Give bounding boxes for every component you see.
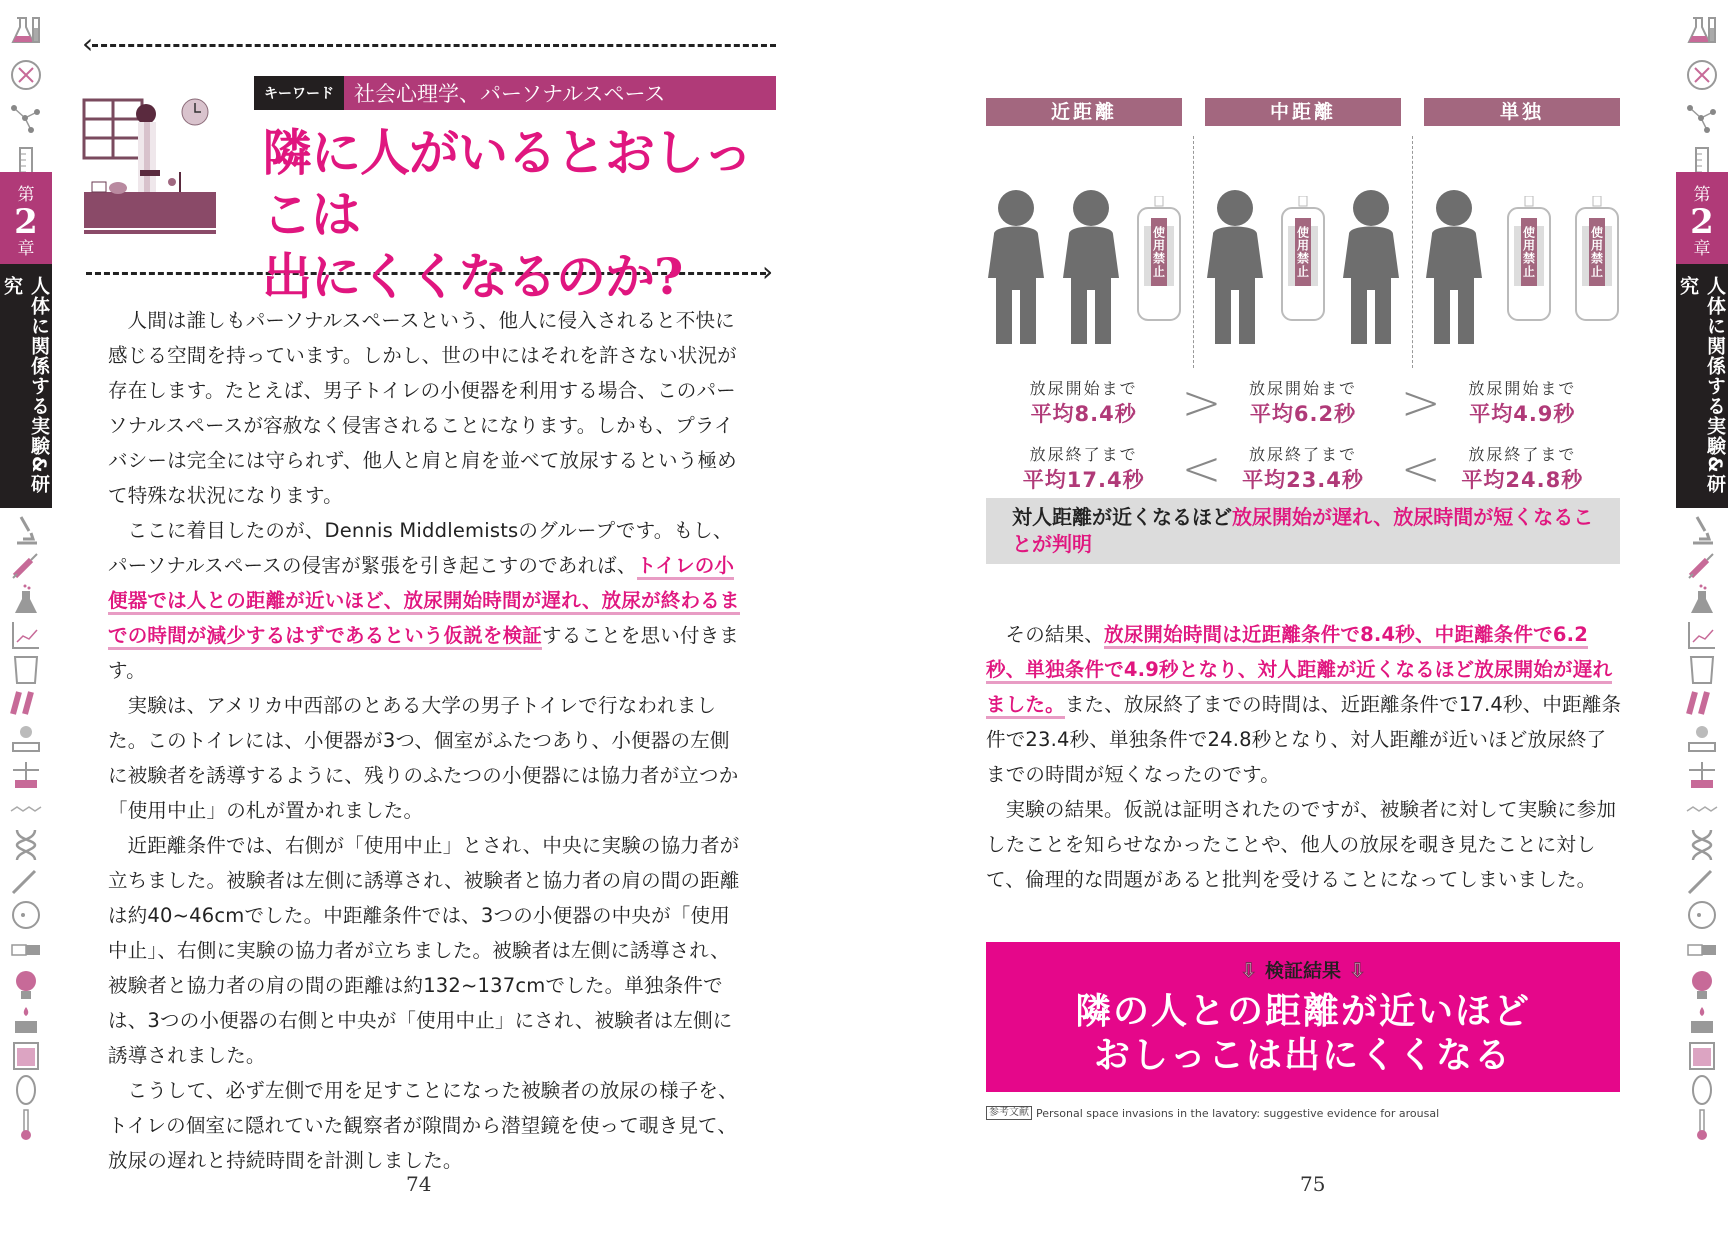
petri-dish-icon xyxy=(1684,899,1720,930)
person-icon xyxy=(1205,186,1265,346)
dashed-divider xyxy=(1412,136,1413,368)
measuring-cup-icon xyxy=(1684,654,1720,685)
cell-icon xyxy=(8,1074,44,1105)
molecule-icon xyxy=(8,102,44,136)
water-tank-icon xyxy=(8,1039,44,1070)
result-line-2: おしっこは出にくくなる xyxy=(1093,1034,1512,1076)
title-line-2: 出にくくなるのか? xyxy=(262,247,683,306)
pipette-icon xyxy=(8,864,44,895)
conclusion-text: 対人距離が近くなるほど xyxy=(1012,505,1232,529)
flask-icon xyxy=(1684,14,1720,48)
paragraph: 近距離条件では、右側が「使用中止」とされ、中央に実験の協力者が立ちました。被験者は左側に誘導され、被験者と協力者の肩の間の距離は約40~46cmでした。中距離条件では、3つの小便器の中央が「使用中止」、右側に実験の協力者が立ちました。被験者は左側に誘導され、被験者と協力者の肩の間の距離は約132~137cmでした。単独条件では、3つの小便器の右側と中央が「使用中止」にされ、被験者は左側に誘導されました。 xyxy=(108,834,740,1067)
thermometer-icon xyxy=(1684,1109,1720,1140)
urinal-out-of-order xyxy=(1506,196,1552,326)
out-of-order-sign: 使用禁止 xyxy=(1151,218,1167,286)
paragraph-with-highlight xyxy=(986,617,1622,792)
result-highlight: 放尿開始時間は近距離条件で8.4秒、中距離条件で6.2秒、単独条件で4.9秒となり、対人距離が近くなるほど放尿開始が遅れました。 xyxy=(986,623,1612,719)
text-span: することを思い付きます。 xyxy=(108,624,740,682)
conclusion-box xyxy=(986,498,1620,564)
conclusion-highlight: 放尿開始が遅れ、放尿時間が短くなることが判明 xyxy=(1012,505,1594,556)
beaker-flask-icon xyxy=(8,584,44,615)
page-number: 74 xyxy=(406,1172,432,1196)
measuring-cup-icon xyxy=(8,654,44,685)
dna-icon xyxy=(1684,829,1720,860)
magnet-icon xyxy=(1684,934,1720,965)
test-tubes-icon xyxy=(1684,689,1720,720)
stat-near-start xyxy=(986,378,1181,428)
dashed-divider xyxy=(1193,136,1194,368)
stat-value: 平均4.9秒 xyxy=(1469,402,1576,426)
syringe-icon xyxy=(8,549,44,580)
line-graph-icon xyxy=(1684,619,1720,650)
compass-icon xyxy=(1684,58,1720,92)
text-span: ここに着目したのが、Dennis Middlemistsのグループです。もし、パーソナルスペースの侵害が緊張を引き起こすのであれば、 xyxy=(108,519,733,577)
urinal-figures xyxy=(986,136,1620,346)
less-than-icon: < xyxy=(1181,441,1222,497)
stat-value: 平均6.2秒 xyxy=(1249,402,1357,426)
greater-than-icon: > xyxy=(1400,375,1441,431)
magnet-icon xyxy=(8,934,44,965)
keyword-bar xyxy=(254,76,776,110)
chemical-structure-icon xyxy=(8,794,44,825)
less-than-icon: < xyxy=(1400,441,1441,497)
person-icon xyxy=(986,186,1046,346)
experiment-diagram xyxy=(986,98,1620,502)
beaker-flask-icon xyxy=(1684,584,1720,615)
keyword-label: キーワード xyxy=(254,76,344,110)
end-time-row xyxy=(986,436,1620,502)
right-side-rail xyxy=(1676,0,1728,1233)
result-headline xyxy=(986,989,1620,1077)
figure-group-middle xyxy=(1205,136,1401,346)
left-body-text xyxy=(108,303,744,1178)
line-graph-icon xyxy=(8,619,44,650)
title-line-1: 隣に人がいるとおしっこは xyxy=(262,123,752,244)
verification-result-box xyxy=(986,942,1620,1092)
test-tubes-icon xyxy=(8,689,44,720)
urinal-out-of-order xyxy=(1280,196,1326,326)
stat-alone-end xyxy=(1425,444,1620,494)
person-icon xyxy=(1424,186,1484,346)
paragraph-with-highlight xyxy=(108,513,744,688)
chapter-tab[interactable] xyxy=(1676,172,1728,264)
balance-scale-icon xyxy=(8,759,44,790)
dna-icon xyxy=(8,829,44,860)
syringe-icon xyxy=(1684,549,1720,580)
chapter-number: 2 xyxy=(14,202,38,242)
left-arrow-icon: ‹ xyxy=(82,27,94,60)
page-number: 75 xyxy=(1300,1172,1326,1196)
stat-label: 放尿開始まで xyxy=(1029,379,1138,398)
stat-value: 平均23.4秒 xyxy=(1242,468,1364,492)
burner-icon xyxy=(1684,1004,1720,1035)
thermometer-icon xyxy=(8,1109,44,1140)
page-title xyxy=(262,122,782,308)
balance-scale-icon xyxy=(1684,759,1720,790)
paragraph: 人間は誰しもパーソナルスペースという、他人に侵入されると不快に感じる空間を持っています。しかし、世の中にはそれを許さない状況が存在します。たとえば、男子トイレの小便器を利用する場合、このパーソナルスペースが容赦なく侵害されることになります。しかも、プライバシーは完全には守られず、他人と肩と肩を並べて放尿するという極めて特殊な状況になります。 xyxy=(108,309,737,507)
start-time-row xyxy=(986,370,1620,436)
paragraph: 実験は、アメリカ中西部のとある大学の男子トイレで行なわれました。このトイレには、小便器が3つ、個室がふたつあり、小便器の左側に被験者を誘導するように、残りのふたつの小便器には協力者が立つか「使用中止」の札が置かれました。 xyxy=(108,694,739,822)
stat-value: 平均8.4秒 xyxy=(1030,402,1137,426)
chemical-structure-icon xyxy=(1684,794,1720,825)
molecule-icon xyxy=(1684,102,1720,136)
urinal-out-of-order xyxy=(1136,196,1182,326)
chapter-prefix: 第 xyxy=(1693,185,1711,205)
hypothesis-highlight: トイレの小便器では人との距離が近いほど、放尿開始時間が遅れ、放尿が終わるまでの時間が減少するはずであるという仮説を検証 xyxy=(108,554,740,650)
down-arrow-icon: ⇩ xyxy=(1240,957,1257,982)
urinal-out-of-order xyxy=(1574,196,1620,326)
chapter-tab[interactable] xyxy=(0,172,52,264)
left-side-rail xyxy=(0,0,52,1233)
petri-dish-icon xyxy=(8,899,44,930)
reference-tag: 参考文献 xyxy=(986,1106,1032,1120)
lightbulb-circuit-icon xyxy=(1684,724,1720,755)
bulb-icon xyxy=(8,969,44,1000)
stat-alone-start xyxy=(1425,378,1620,428)
chapter-title: 人体に関係する実験&研究 xyxy=(1676,264,1728,508)
out-of-order-sign: 使用禁止 xyxy=(1589,218,1605,286)
cell-icon xyxy=(1684,1074,1720,1105)
result-label: 検証結果 xyxy=(1264,960,1341,982)
burner-icon xyxy=(8,1004,44,1035)
lightbulb-circuit-icon xyxy=(8,724,44,755)
paragraph: こうして、必ず左側で用を足すことになった被験者の放尿の様子を、トイレの個室に隠れていた観察者が隙間から潜望鏡を使って覗き見て、放尿の遅れと持続時間を計測しました。 xyxy=(108,1079,738,1172)
stat-label: 放尿終了まで xyxy=(1468,445,1577,464)
condition-headers xyxy=(986,98,1620,126)
right-body-text xyxy=(986,617,1622,897)
stat-middle-end xyxy=(1205,444,1400,494)
out-of-order-sign: 使用禁止 xyxy=(1521,218,1537,286)
paragraph: 実験の結果。仮説は証明されたのですが、被験者に対して実験に参加したことを知らせなかったことや、他人の放尿を覗き見たことに対して、倫理的な問題があると批判を受けることになってしまいました。 xyxy=(986,798,1617,891)
chapter-title: 人体に関係する実験&研究 xyxy=(0,264,52,508)
stat-label: 放尿終了まで xyxy=(1029,445,1138,464)
flask-icon xyxy=(8,14,44,48)
condition-header-middle: 中距離 xyxy=(1205,98,1401,126)
stat-label: 放尿開始まで xyxy=(1248,379,1357,398)
compass-icon xyxy=(8,58,44,92)
person-icon xyxy=(1341,186,1401,346)
condition-header-near: 近距離 xyxy=(986,98,1182,126)
stats-table xyxy=(986,370,1620,502)
text-span: また、放尿終了までの時間は、近距離条件で17.4秒、中距離条件で23.4秒、単独条件で24.8秒となり、対人距離が近いほど放尿終了までの時間が短くなったのです。 xyxy=(986,693,1622,786)
stat-middle-start xyxy=(1205,378,1400,428)
reference xyxy=(986,1106,1439,1120)
pipette-icon xyxy=(1684,864,1720,895)
person-icon xyxy=(1061,186,1121,346)
figure-group-near xyxy=(986,136,1182,346)
scientist-illustration xyxy=(80,92,220,237)
top-dashed-divider xyxy=(92,44,776,47)
down-arrow-icon: ⇩ xyxy=(1349,957,1366,982)
microscope-icon xyxy=(1684,514,1720,545)
stat-label: 放尿終了まで xyxy=(1248,445,1357,464)
greater-than-icon: > xyxy=(1181,375,1222,431)
out-of-order-sign: 使用禁止 xyxy=(1295,218,1311,286)
stat-value: 平均17.4秒 xyxy=(1022,468,1145,492)
water-tank-icon xyxy=(1684,1039,1720,1070)
result-label-row xyxy=(986,956,1620,983)
chapter-number: 2 xyxy=(1690,202,1714,242)
result-line-1: 隣の人との距離が近いほど xyxy=(1074,990,1531,1032)
stat-label: 放尿開始まで xyxy=(1468,379,1577,398)
stat-value: 平均24.8秒 xyxy=(1461,468,1584,492)
chapter-suffix: 章 xyxy=(1693,239,1711,259)
text-span: その結果、 xyxy=(1005,623,1105,646)
keyword-text: 社会心理学、パーソナルスペース xyxy=(344,76,776,110)
bulb-icon xyxy=(1684,969,1720,1000)
chapter-suffix: 章 xyxy=(17,239,35,259)
condition-header-alone: 単独 xyxy=(1424,98,1620,126)
chapter-prefix: 第 xyxy=(17,185,35,205)
reference-text: Personal space invasions in the lavatory: suggestive evidence for arousal xyxy=(1036,1106,1440,1120)
microscope-icon xyxy=(8,514,44,545)
figure-group-alone xyxy=(1424,136,1620,346)
stat-near-end xyxy=(986,444,1181,494)
right-arrow-icon: › xyxy=(762,255,774,288)
